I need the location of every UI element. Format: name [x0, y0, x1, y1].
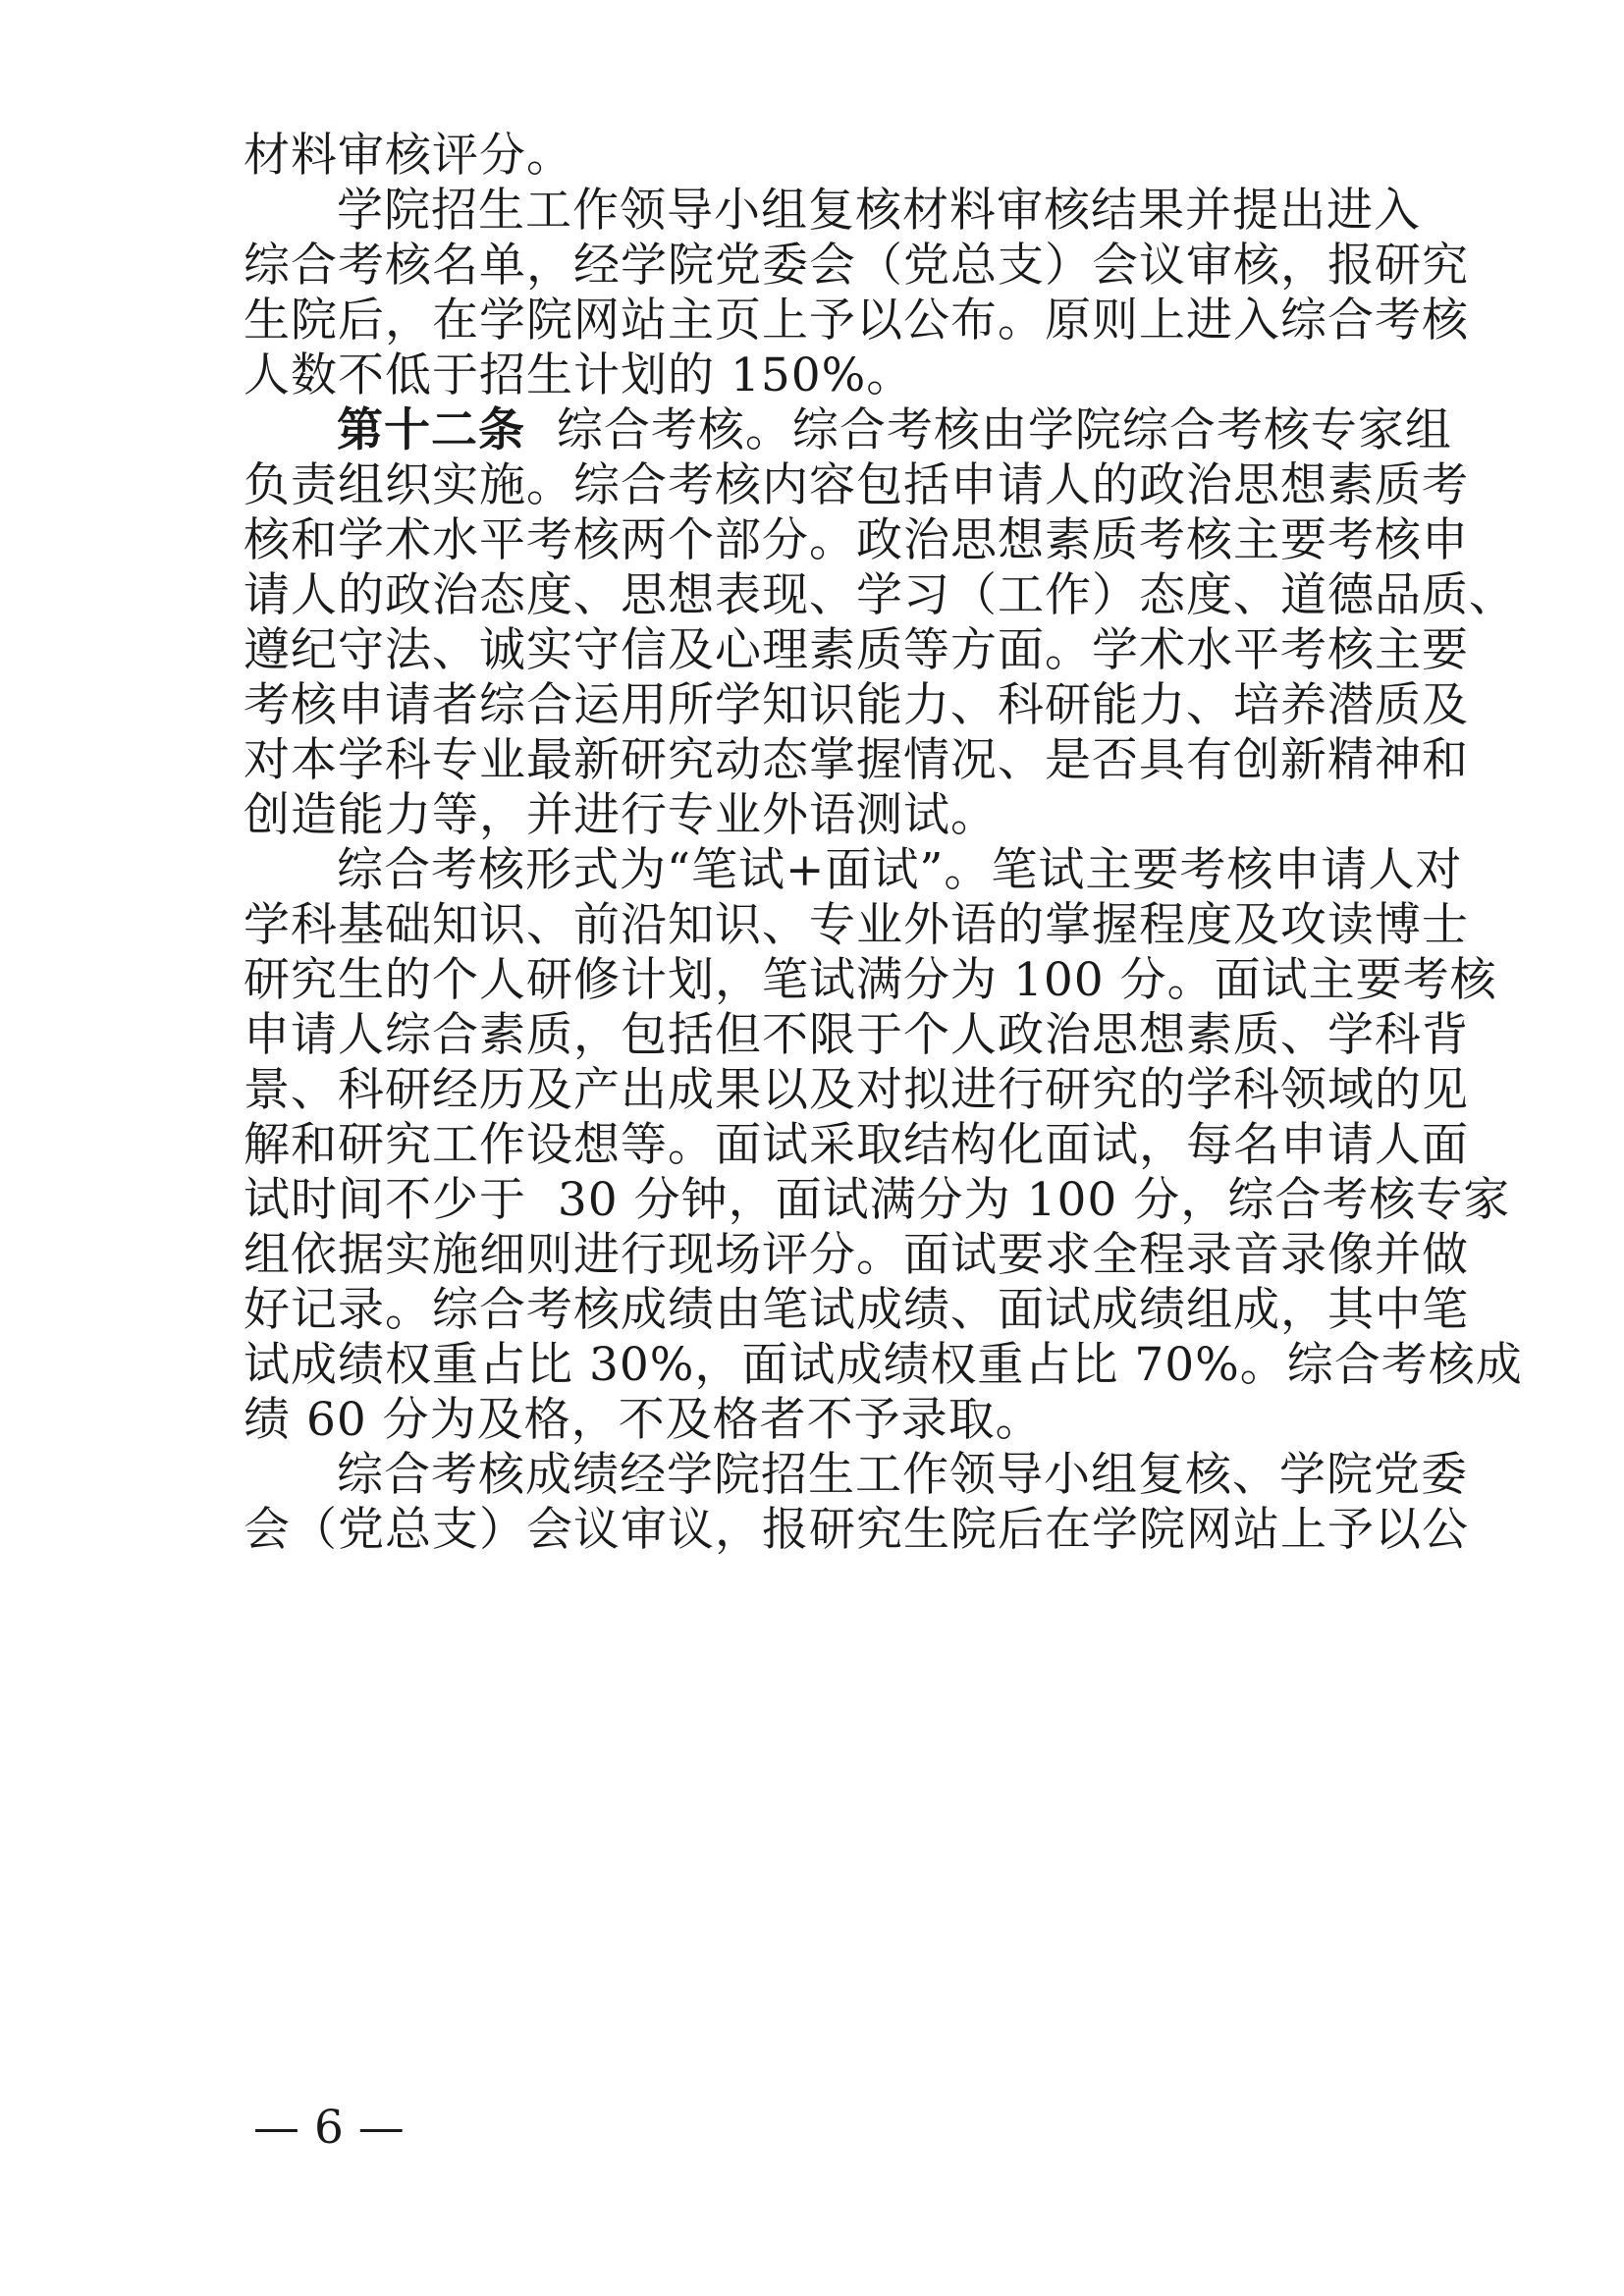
paragraph-line: 材料审核评分。: [244, 129, 573, 183]
paragraph-line: 核和学术水平考核两个部分。政治思想素质考核主要考核申: [244, 513, 1469, 567]
page-number: — 6 —: [253, 2101, 405, 2155]
article-heading-line: [337, 403, 1452, 458]
article-number: 第十二条: [337, 403, 525, 457]
paragraph-line: 试成绩权重占比 30%，面试成绩权重占比 70%。综合考核成: [244, 1338, 1523, 1392]
paragraph-line: 人数不低于招生计划的 150%。: [244, 348, 914, 402]
paragraph-line: 对本学科专业最新研究动态掌握情况、是否具有创新精神和: [244, 733, 1469, 787]
paragraph-line: 遵纪守法、诚实守信及心理素质等方面。学术水平考核主要: [244, 623, 1469, 677]
paragraph-line: 学科基础知识、前沿知识、专业外语的掌握程度及攻读博士: [244, 898, 1469, 952]
paragraph-line: 试时间不少于 30 分钟，面试满分为 100 分，综合考核专家: [244, 1173, 1511, 1227]
paragraph-line: 学院招生工作领导小组复核材料审核结果并提出进入: [337, 184, 1421, 238]
paragraph-line: 生院后，在学院网站主页上予以公布。原则上进入综合考核: [244, 294, 1469, 347]
paragraph-line: 综合考核形式为“笔试+面试”。笔试主要考核申请人对: [337, 843, 1463, 897]
paragraph-line: 创造能力等，并进行专业外语测试。: [244, 788, 998, 842]
article-heading-text: 综合考核。综合考核由学院综合考核专家组: [525, 403, 1452, 457]
paragraph-line: 请人的政治态度、思想表现、学习（工作）态度、道德品质、: [244, 568, 1516, 622]
paragraph-line: 综合考核名单，经学院党委会（党总支）会议审核，报研究: [244, 239, 1469, 293]
paragraph-line: 综合考核成绩经学院招生工作领导小组复核、学院党委: [337, 1448, 1468, 1502]
paragraph-line: 研究生的个人研修计划，笔试满分为 100 分。面试主要考核: [244, 953, 1497, 1007]
paragraph-line: 好记录。综合考核成绩由笔试成绩、面试成绩组成，其中笔: [244, 1283, 1469, 1337]
paragraph-line: 考核申请者综合运用所学知识能力、科研能力、培养潜质及: [244, 678, 1469, 732]
paragraph-line: 解和研究工作设想等。面试采取结构化面试，每名申请人面: [244, 1118, 1469, 1172]
paragraph-line: 会（党总支）会议审议，报研究生院后在学院网站上予以公: [244, 1503, 1469, 1557]
paragraph-line: 绩 60 分为及格，不及格者不予录取。: [244, 1393, 1043, 1447]
paragraph-line: 负责组织实施。综合考核内容包括申请人的政治思想素质考: [244, 458, 1469, 512]
paragraph-line: 申请人综合素质，包括但不限于个人政治思想素质、学科背: [244, 1008, 1469, 1062]
paragraph-line: 组依据实施细则进行现场评分。面试要求全程录音录像并做: [244, 1228, 1469, 1282]
paragraph-line: 景、科研经历及产出成果以及对拟进行研究的学科领域的见: [244, 1063, 1469, 1117]
